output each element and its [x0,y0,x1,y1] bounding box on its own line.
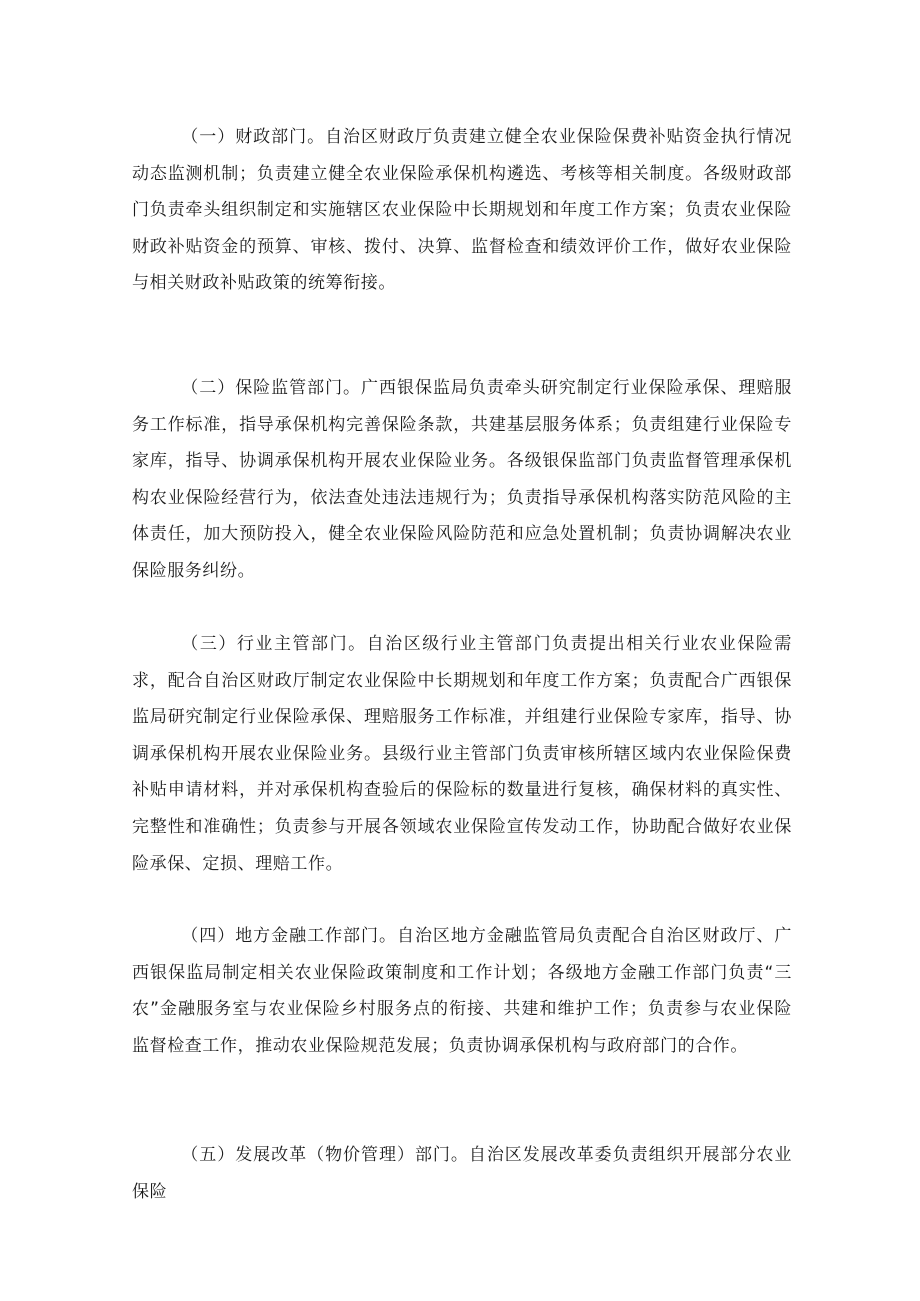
paragraph-finance-department: （一）财政部门。自治区财政厅负责建立健全农业保险保费补贴资金执行情况动态监测机制；负责建立健全农业保险承保机构遴选、考核等相关制度。各级财政部门负责牵头组织制定和实施辖区农业保险中长期规划和年度工作方案；负责农业保险财政补贴资金的预算、审核、拨付、决算、监督检查和绩效评价工作，做好农业保险与相关财政补贴政策的统筹衔接。 [132,127,792,294]
paragraph-development-reform-department: （五）发展改革（物价管理）部门。自治区发展改革委负责组织开展部分农业保险 [132,1145,792,1202]
paragraph-local-finance-department: （四）地方金融工作部门。自治区地方金融监管局负责配合自治区财政厅、广西银保监局制定相关农业保险政策制度和工作计划；各级地方金融工作部门负责“三农”金融服务室与农业保险乡村服务点的衔接、共建和维护工作；负责参与农业保险监督检查工作，推动农业保险规范发展；负责协调承保机构与政府部门的合作。 [132,926,792,1056]
paragraph-industry-authority: （三）行业主管部门。自治区级行业主管部门负责提出相关行业农业保险需求，配合自治区财政厅制定农业保险中长期规划和年度工作方案；负责配合广西银保监局研究制定行业保险承保、理赔服务工作标准，并组建行业保险专家库，指导、协调承保机构开展农业保险业务。县级行业主管部门负责审核所辖区域内农业保险保费补贴申请材料，并对承保机构查验后的保险标的数量进行复核，确保材料的真实性、完整性和准确性；负责参与开展各领域农业保险宣传发动工作，协助配合做好农业保险承保、定损、理赔工作。 [132,634,792,874]
paragraph-insurance-regulator: （二）保险监管部门。广西银保监局负责牵头研究制定行业保险承保、理赔服务工作标准，指导承保机构完善保险条款，共建基层服务体系；负责组建行业保险专家库，指导、协调承保机构开展农业保险业务。各级银保监部门负责监督管理承保机构农业保险经营行为，依法查处违法违规行为；负责指导承保机构落实防范风险的主体责任，加大预防投入，健全农业保险风险防范和应急处置机制；负责协调解决农业保险服务纠纷。 [132,378,792,581]
